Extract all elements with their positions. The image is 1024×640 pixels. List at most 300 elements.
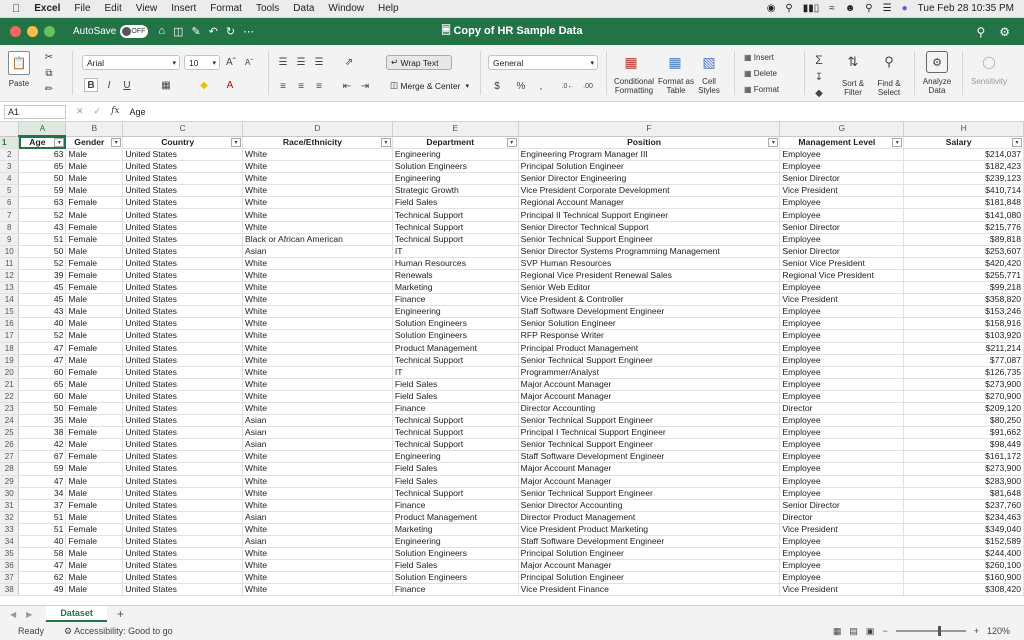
- save-icon[interactable]: ◫: [173, 26, 184, 38]
- more-icon[interactable]: ⋯: [243, 26, 255, 38]
- management-level-cell[interactable]: Employee: [780, 560, 904, 572]
- column-header-d[interactable]: D: [243, 122, 393, 136]
- management-level-cell[interactable]: Employee: [780, 475, 904, 487]
- row-number[interactable]: 25: [0, 427, 19, 439]
- gender-cell[interactable]: Male: [66, 415, 123, 427]
- age-cell[interactable]: 50: [19, 402, 66, 414]
- header-cell-department[interactable]: [392, 136, 518, 149]
- department-cell[interactable]: Field Sales: [392, 197, 518, 209]
- race-cell[interactable]: White: [243, 221, 393, 233]
- department-cell[interactable]: Solution Engineers: [392, 330, 518, 342]
- position-cell[interactable]: Staff Software Development Engineer: [518, 306, 780, 318]
- salary-cell[interactable]: $410,714: [904, 185, 1024, 197]
- race-cell[interactable]: White: [243, 499, 393, 511]
- next-sheet-icon[interactable]: ▶: [26, 609, 33, 619]
- salary-cell[interactable]: $308,420: [904, 584, 1024, 596]
- management-level-cell[interactable]: Employee: [780, 318, 904, 330]
- salary-cell[interactable]: $239,123: [904, 173, 1024, 185]
- row-number[interactable]: 32: [0, 511, 19, 523]
- autosave-toggle[interactable]: OFF: [120, 25, 148, 38]
- gender-cell[interactable]: Female: [66, 451, 123, 463]
- position-cell[interactable]: Senior Solution Engineer: [518, 318, 780, 330]
- salary-cell[interactable]: $182,423: [904, 161, 1024, 173]
- fill-color-icon[interactable]: ◆: [200, 79, 208, 91]
- race-cell[interactable]: White: [243, 548, 393, 560]
- increase-decimal-icon[interactable]: .0←: [561, 82, 575, 90]
- gender-cell[interactable]: Male: [66, 390, 123, 402]
- race-cell[interactable]: Asian: [243, 415, 393, 427]
- salary-cell[interactable]: $270,900: [904, 390, 1024, 402]
- management-level-cell[interactable]: Employee: [780, 415, 904, 427]
- salary-cell[interactable]: $181,848: [904, 197, 1024, 209]
- position-cell[interactable]: Principal Solution Engineer: [518, 572, 780, 584]
- gender-cell[interactable]: Male: [66, 511, 123, 523]
- clock[interactable]: Tue Feb 28 10:35 PM: [917, 3, 1014, 14]
- position-cell[interactable]: Senior Technical Support Engineer: [518, 354, 780, 366]
- age-cell[interactable]: 50: [19, 173, 66, 185]
- country-cell[interactable]: United States: [123, 378, 243, 390]
- number-format-select[interactable]: [488, 55, 598, 70]
- conditional-formatting-icon[interactable]: ▦: [624, 53, 638, 70]
- position-cell[interactable]: Principal Solution Engineer: [518, 161, 780, 173]
- row-number[interactable]: 33: [0, 523, 19, 535]
- position-cell[interactable]: Director Accounting: [518, 402, 780, 414]
- row-number[interactable]: 28: [0, 463, 19, 475]
- age-cell[interactable]: 51: [19, 511, 66, 523]
- race-cell[interactable]: White: [243, 475, 393, 487]
- management-level-cell[interactable]: Employee: [780, 536, 904, 548]
- accessibility-status[interactable]: [64, 626, 173, 637]
- management-level-cell[interactable]: Director: [780, 511, 904, 523]
- wrap-text-button[interactable]: [386, 55, 452, 70]
- find-select-button[interactable]: Find & Select: [877, 79, 901, 97]
- gender-cell[interactable]: Male: [66, 463, 123, 475]
- country-cell[interactable]: United States: [123, 269, 243, 281]
- italic-icon[interactable]: I: [107, 79, 111, 91]
- gender-cell[interactable]: Male: [66, 209, 123, 221]
- position-cell[interactable]: Senior Director Engineering: [518, 173, 780, 185]
- position-cell[interactable]: Vice President & Controller: [518, 294, 780, 306]
- position-cell[interactable]: Major Account Manager: [518, 378, 780, 390]
- country-cell[interactable]: United States: [123, 294, 243, 306]
- salary-cell[interactable]: $215,776: [904, 221, 1024, 233]
- race-cell[interactable]: White: [243, 378, 393, 390]
- menu-insert[interactable]: Insert: [163, 3, 189, 14]
- gender-cell[interactable]: Male: [66, 572, 123, 584]
- position-cell[interactable]: Principal Product Management: [518, 342, 780, 354]
- management-level-cell[interactable]: Employee: [780, 378, 904, 390]
- gender-cell[interactable]: Female: [66, 233, 123, 245]
- position-cell[interactable]: Senior Director Systems Programming Management: [518, 245, 780, 257]
- gender-cell[interactable]: Female: [66, 366, 123, 378]
- management-level-cell[interactable]: Employee: [780, 427, 904, 439]
- age-cell[interactable]: 52: [19, 257, 66, 269]
- salary-cell[interactable]: $80,250: [904, 415, 1024, 427]
- age-cell[interactable]: 63: [19, 197, 66, 209]
- page-layout-icon[interactable]: ▤: [849, 625, 858, 636]
- race-cell[interactable]: White: [243, 197, 393, 209]
- race-cell[interactable]: White: [243, 269, 393, 281]
- salary-cell[interactable]: $273,900: [904, 378, 1024, 390]
- comma-icon[interactable]: ,: [539, 80, 543, 92]
- department-cell[interactable]: Technical Support: [392, 221, 518, 233]
- row-number[interactable]: 13: [0, 282, 19, 294]
- autosum-icon[interactable]: Σ: [815, 53, 823, 67]
- row-number[interactable]: 2: [0, 149, 19, 161]
- gender-cell[interactable]: Male: [66, 245, 123, 257]
- decrease-decimal-icon[interactable]: .00: [583, 82, 593, 90]
- function-icon[interactable]: fx: [111, 106, 120, 116]
- gender-cell[interactable]: Female: [66, 342, 123, 354]
- format-as-table-icon[interactable]: ▦: [668, 53, 682, 70]
- row-number[interactable]: 10: [0, 245, 19, 257]
- column-header-f[interactable]: F: [518, 122, 780, 136]
- salary-cell[interactable]: $358,820: [904, 294, 1024, 306]
- salary-cell[interactable]: $273,900: [904, 463, 1024, 475]
- gender-cell[interactable]: Male: [66, 378, 123, 390]
- department-cell[interactable]: Human Resources: [392, 257, 518, 269]
- position-cell[interactable]: Regional Account Manager: [518, 197, 780, 209]
- search-icon[interactable]: ⚲: [865, 3, 873, 14]
- filter-dropdown-icon[interactable]: ▾: [1012, 138, 1022, 147]
- race-cell[interactable]: White: [243, 282, 393, 294]
- insert-cells-button[interactable]: [744, 53, 794, 62]
- fill-icon[interactable]: ↧: [814, 71, 824, 83]
- age-cell[interactable]: 35: [19, 415, 66, 427]
- department-cell[interactable]: IT: [392, 366, 518, 378]
- gender-cell[interactable]: Female: [66, 221, 123, 233]
- age-cell[interactable]: 49: [19, 584, 66, 596]
- menu-data[interactable]: Data: [285, 3, 307, 14]
- position-cell[interactable]: Senior Director Accounting: [518, 499, 780, 511]
- column-header-e[interactable]: E: [392, 122, 518, 136]
- format-as-table-button[interactable]: Format as Table: [657, 77, 694, 95]
- gender-cell[interactable]: Female: [66, 523, 123, 535]
- country-cell[interactable]: United States: [123, 257, 243, 269]
- formula-input[interactable]: Age: [129, 106, 146, 117]
- department-cell[interactable]: Field Sales: [392, 390, 518, 402]
- decrease-indent-icon[interactable]: ⇤: [342, 80, 352, 92]
- management-level-cell[interactable]: Employee: [780, 390, 904, 402]
- sensitivity-button[interactable]: Sensitivity: [970, 77, 1007, 86]
- autosave-control[interactable]: [73, 25, 148, 38]
- management-level-cell[interactable]: Employee: [780, 354, 904, 366]
- race-cell[interactable]: White: [243, 523, 393, 535]
- wifi-icon[interactable]: ≈: [829, 3, 835, 14]
- zoom-slider[interactable]: [896, 630, 966, 632]
- department-cell[interactable]: IT: [392, 245, 518, 257]
- position-cell[interactable]: Vice President Finance: [518, 584, 780, 596]
- department-cell[interactable]: Field Sales: [392, 378, 518, 390]
- filter-dropdown-icon[interactable]: ▾: [54, 138, 64, 147]
- country-cell[interactable]: United States: [123, 330, 243, 342]
- country-cell[interactable]: United States: [123, 560, 243, 572]
- management-level-cell[interactable]: Employee: [780, 161, 904, 173]
- position-cell[interactable]: Principal II Technical Support Engineer: [518, 209, 780, 221]
- menu-help[interactable]: Help: [369, 3, 391, 14]
- gender-cell[interactable]: Female: [66, 197, 123, 209]
- gender-cell[interactable]: Female: [66, 402, 123, 414]
- country-cell[interactable]: United States: [123, 523, 243, 535]
- management-level-cell[interactable]: Vice President: [780, 584, 904, 596]
- sensitivity-icon[interactable]: ◯: [982, 55, 996, 69]
- race-cell[interactable]: White: [243, 366, 393, 378]
- age-cell[interactable]: 65: [19, 378, 66, 390]
- page-break-icon[interactable]: ▣: [865, 625, 875, 636]
- race-cell[interactable]: Asian: [243, 439, 393, 451]
- salary-cell[interactable]: $126,735: [904, 366, 1024, 378]
- gender-cell[interactable]: Female: [66, 257, 123, 269]
- position-cell[interactable]: RFP Response Writer: [518, 330, 780, 342]
- row-number[interactable]: 36: [0, 560, 19, 572]
- column-header-a[interactable]: A: [19, 122, 66, 136]
- salary-cell[interactable]: $253,607: [904, 245, 1024, 257]
- age-cell[interactable]: 45: [19, 294, 66, 306]
- country-cell[interactable]: United States: [123, 342, 243, 354]
- management-level-cell[interactable]: Employee: [780, 330, 904, 342]
- salary-cell[interactable]: $244,400: [904, 548, 1024, 560]
- department-cell[interactable]: Engineering: [392, 306, 518, 318]
- row-number[interactable]: 23: [0, 402, 19, 414]
- management-level-cell[interactable]: Senior Vice President: [780, 257, 904, 269]
- header-cell-position[interactable]: [518, 136, 780, 149]
- salary-cell[interactable]: $234,463: [904, 511, 1024, 523]
- row-number[interactable]: 19: [0, 354, 19, 366]
- orientation-icon[interactable]: ⇗: [344, 56, 354, 68]
- race-cell[interactable]: White: [243, 402, 393, 414]
- gender-cell[interactable]: Male: [66, 173, 123, 185]
- country-cell[interactable]: United States: [123, 366, 243, 378]
- percent-icon[interactable]: %: [516, 80, 526, 92]
- department-cell[interactable]: Solution Engineers: [392, 161, 518, 173]
- age-cell[interactable]: 47: [19, 342, 66, 354]
- department-cell[interactable]: Product Management: [392, 342, 518, 354]
- position-cell[interactable]: Major Account Manager: [518, 560, 780, 572]
- conditional-formatting-button[interactable]: Conditional Formatting: [613, 77, 655, 95]
- position-cell[interactable]: Major Account Manager: [518, 463, 780, 475]
- country-cell[interactable]: United States: [123, 572, 243, 584]
- department-cell[interactable]: Field Sales: [392, 560, 518, 572]
- salary-cell[interactable]: $209,120: [904, 402, 1024, 414]
- department-cell[interactable]: Field Sales: [392, 475, 518, 487]
- management-level-cell[interactable]: Employee: [780, 572, 904, 584]
- country-cell[interactable]: United States: [123, 161, 243, 173]
- align-middle-icon[interactable]: ☰: [296, 56, 306, 68]
- age-cell[interactable]: 43: [19, 221, 66, 233]
- race-cell[interactable]: White: [243, 330, 393, 342]
- menu-tools[interactable]: Tools: [247, 3, 272, 14]
- filter-dropdown-icon[interactable]: ▾: [892, 138, 902, 147]
- country-cell[interactable]: United States: [123, 282, 243, 294]
- race-cell[interactable]: White: [243, 560, 393, 572]
- analyze-data-icon[interactable]: ⚙: [926, 51, 948, 73]
- department-cell[interactable]: Technical Support: [392, 354, 518, 366]
- row-number[interactable]: 30: [0, 487, 19, 499]
- apple-menu-icon[interactable]: [12, 3, 20, 15]
- merge-center-button[interactable]: [386, 78, 472, 93]
- gender-cell[interactable]: Male: [66, 584, 123, 596]
- salary-cell[interactable]: $160,900: [904, 572, 1024, 584]
- battery-icon[interactable]: ▮▮▯: [802, 3, 820, 14]
- gender-cell[interactable]: Female: [66, 427, 123, 439]
- race-cell[interactable]: White: [243, 390, 393, 402]
- management-level-cell[interactable]: Employee: [780, 342, 904, 354]
- position-cell[interactable]: Vice President Product Marketing: [518, 523, 780, 535]
- analyze-data-button[interactable]: Analyze Data: [922, 77, 952, 95]
- row-number[interactable]: 22: [0, 390, 19, 402]
- race-cell[interactable]: White: [243, 185, 393, 197]
- align-bottom-icon[interactable]: ☰: [314, 56, 324, 68]
- row-number[interactable]: 7: [0, 209, 19, 221]
- race-cell[interactable]: White: [243, 257, 393, 269]
- department-cell[interactable]: Finance: [392, 499, 518, 511]
- row-number[interactable]: 15: [0, 306, 19, 318]
- row-number[interactable]: 14: [0, 294, 19, 306]
- siri-icon[interactable]: ●: [901, 3, 908, 14]
- row-number[interactable]: 8: [0, 221, 19, 233]
- row-number[interactable]: 27: [0, 451, 19, 463]
- race-cell[interactable]: White: [243, 306, 393, 318]
- management-level-cell[interactable]: Senior Director: [780, 499, 904, 511]
- row-number[interactable]: 18: [0, 342, 19, 354]
- position-cell[interactable]: Staff Software Development Engineer: [518, 536, 780, 548]
- position-cell[interactable]: Staff Software Development Engineer: [518, 451, 780, 463]
- row-number[interactable]: 12: [0, 269, 19, 281]
- gender-cell[interactable]: Male: [66, 330, 123, 342]
- management-level-cell[interactable]: Vice President: [780, 523, 904, 535]
- position-cell[interactable]: Senior Technical Support Engineer: [518, 415, 780, 427]
- salary-cell[interactable]: $420,420: [904, 257, 1024, 269]
- race-cell[interactable]: Asian: [243, 536, 393, 548]
- management-level-cell[interactable]: Employee: [780, 548, 904, 560]
- row-number[interactable]: 4: [0, 173, 19, 185]
- race-cell[interactable]: White: [243, 354, 393, 366]
- country-cell[interactable]: United States: [123, 221, 243, 233]
- age-cell[interactable]: 67: [19, 451, 66, 463]
- department-cell[interactable]: Product Management: [392, 511, 518, 523]
- management-level-cell[interactable]: Employee: [780, 197, 904, 209]
- align-right-icon[interactable]: ≡: [316, 80, 322, 92]
- race-cell[interactable]: White: [243, 161, 393, 173]
- filter-dropdown-icon[interactable]: ▾: [111, 138, 121, 147]
- control-center-icon[interactable]: ☰: [882, 3, 892, 14]
- age-cell[interactable]: 50: [19, 245, 66, 257]
- management-level-cell[interactable]: Vice President: [780, 294, 904, 306]
- cut-icon[interactable]: ✂: [44, 51, 54, 63]
- salary-cell[interactable]: $89,818: [904, 233, 1024, 245]
- delete-cells-button[interactable]: [744, 69, 794, 78]
- gender-cell[interactable]: Male: [66, 354, 123, 366]
- redo-icon[interactable]: ↻: [225, 26, 236, 38]
- management-level-cell[interactable]: Senior Director: [780, 221, 904, 233]
- salary-cell[interactable]: $141,080: [904, 209, 1024, 221]
- cell-styles-button[interactable]: Cell Styles: [698, 77, 720, 95]
- gender-cell[interactable]: Female: [66, 282, 123, 294]
- minimize-window-button[interactable]: [27, 26, 38, 37]
- age-cell[interactable]: 52: [19, 209, 66, 221]
- row-number[interactable]: 37: [0, 572, 19, 584]
- column-header-b[interactable]: B: [66, 122, 123, 136]
- management-level-cell[interactable]: Employee: [780, 463, 904, 475]
- font-size-select[interactable]: [184, 55, 220, 70]
- salary-cell[interactable]: $77,087: [904, 354, 1024, 366]
- management-level-cell[interactable]: Employee: [780, 451, 904, 463]
- gender-cell[interactable]: Male: [66, 185, 123, 197]
- gender-cell[interactable]: Male: [66, 318, 123, 330]
- country-cell[interactable]: United States: [123, 402, 243, 414]
- prev-sheet-icon[interactable]: ◀: [10, 609, 17, 619]
- format-cells-button[interactable]: [744, 85, 794, 94]
- age-cell[interactable]: 47: [19, 475, 66, 487]
- position-cell[interactable]: Engineering Program Manager III: [518, 149, 780, 161]
- sheet-tab-dataset[interactable]: Dataset: [46, 606, 107, 622]
- country-cell[interactable]: United States: [123, 475, 243, 487]
- country-cell[interactable]: United States: [123, 245, 243, 257]
- menu-file[interactable]: File: [66, 3, 83, 14]
- search-icon[interactable]: ⚲: [976, 24, 986, 39]
- paste-button[interactable]: Paste: [8, 79, 30, 88]
- filter-dropdown-icon[interactable]: ▾: [231, 138, 241, 147]
- country-cell[interactable]: United States: [123, 439, 243, 451]
- increase-font-icon[interactable]: Aˆ: [226, 56, 236, 68]
- salary-cell[interactable]: $211,214: [904, 342, 1024, 354]
- position-cell[interactable]: Principal I Technical Support Engineer: [518, 427, 780, 439]
- undo-icon[interactable]: ↶: [208, 26, 218, 38]
- align-top-icon[interactable]: ☰: [278, 56, 288, 68]
- sort-filter-icon[interactable]: ⇅: [847, 54, 859, 69]
- country-cell[interactable]: United States: [123, 149, 243, 161]
- country-cell[interactable]: United States: [123, 318, 243, 330]
- management-level-cell[interactable]: Employee: [780, 306, 904, 318]
- header-cell-salary[interactable]: [904, 136, 1024, 149]
- position-cell[interactable]: Senior Web Editor: [518, 282, 780, 294]
- borders-icon[interactable]: ▦: [161, 79, 171, 91]
- department-cell[interactable]: Technical Support: [392, 209, 518, 221]
- department-cell[interactable]: Field Sales: [392, 463, 518, 475]
- department-cell[interactable]: Finance: [392, 402, 518, 414]
- department-cell[interactable]: Engineering: [392, 149, 518, 161]
- age-cell[interactable]: 58: [19, 548, 66, 560]
- clear-icon[interactable]: ◆: [815, 87, 823, 99]
- paste-icon[interactable]: 📋: [8, 51, 30, 75]
- row-number[interactable]: 34: [0, 536, 19, 548]
- column-header-g[interactable]: G: [780, 122, 904, 136]
- department-cell[interactable]: Renewals: [392, 269, 518, 281]
- age-cell[interactable]: 38: [19, 427, 66, 439]
- age-cell[interactable]: 59: [19, 463, 66, 475]
- filter-dropdown-icon[interactable]: ▾: [507, 138, 517, 147]
- country-cell[interactable]: United States: [123, 584, 243, 596]
- select-all-corner[interactable]: [0, 122, 19, 136]
- salary-cell[interactable]: $237,760: [904, 499, 1024, 511]
- position-cell[interactable]: Director Product Management: [518, 511, 780, 523]
- department-cell[interactable]: Strategic Growth: [392, 185, 518, 197]
- format-painter-icon[interactable]: ✏: [44, 83, 54, 95]
- row-number[interactable]: 21: [0, 378, 19, 390]
- decrease-font-icon[interactable]: Aˇ: [245, 57, 253, 67]
- department-cell[interactable]: Engineering: [392, 536, 518, 548]
- position-cell[interactable]: Vice President Corporate Development: [518, 185, 780, 197]
- underline-icon[interactable]: U: [123, 79, 131, 91]
- age-cell[interactable]: 51: [19, 523, 66, 535]
- age-cell[interactable]: 62: [19, 572, 66, 584]
- header-cell-gender[interactable]: [66, 136, 123, 149]
- salary-cell[interactable]: $153,246: [904, 306, 1024, 318]
- salary-cell[interactable]: $99,218: [904, 282, 1024, 294]
- record-icon[interactable]: ◉: [766, 3, 776, 14]
- position-cell[interactable]: Major Account Manager: [518, 390, 780, 402]
- age-cell[interactable]: 43: [19, 306, 66, 318]
